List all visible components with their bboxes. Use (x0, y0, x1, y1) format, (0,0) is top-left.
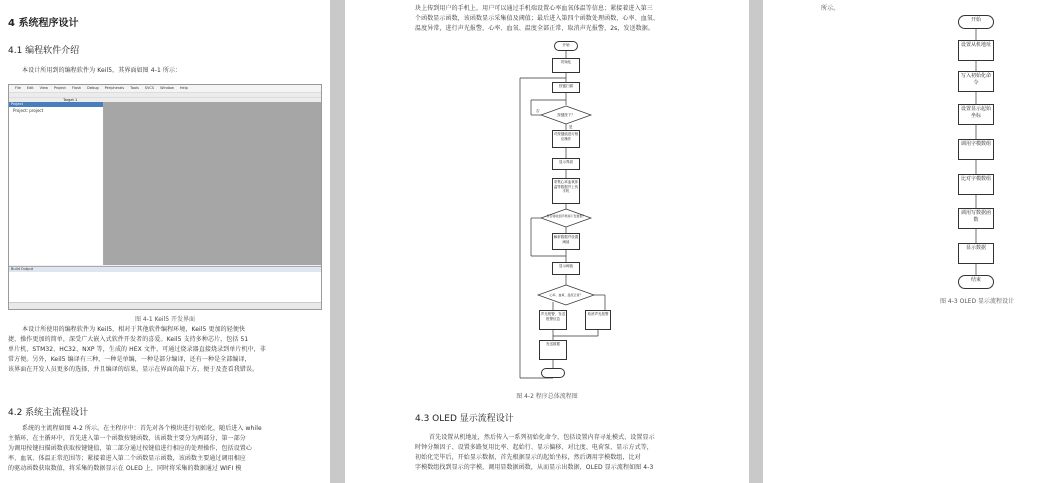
keil-description-paragraph (8, 325, 326, 375)
keil-menu-item[interactable]: Project (53, 86, 66, 90)
upload-line: 个函数显示函数，该函数显示采集值及阈值；最后进入第四个函数处理函数，心率、血氧、 (415, 15, 660, 22)
keil-menu-item[interactable]: Tools (130, 86, 139, 90)
main-flow-line: 率、血氧、体温正常范围等；紧接着进入第二个函数显示函数，该函数主要通过调用相应 (8, 455, 246, 462)
flow-init: 初始化 (552, 58, 580, 73)
keil-project-pane (9, 102, 104, 265)
subsection-title-4-1: 4.1 编程软件介绍 (8, 46, 80, 56)
keil-menu-item[interactable]: Debug (87, 86, 99, 90)
flow-start: 开始 (554, 41, 578, 51)
oled-flow-set-coord: 设置显示起始坐标 (958, 104, 994, 125)
oled-flow-write-init: 写入初始化命令 (958, 71, 994, 92)
oled-flow-set-slave: 设置从机地址 (958, 40, 994, 61)
flow-alarm: 声光报警，发送报警信息 (539, 310, 567, 330)
main-flow-line: 主循环，在主循环中，首先进入第一个函数按键函数，该函数主要分为两部分，第一部分 (8, 435, 246, 442)
flow-display: 显示界面 (552, 158, 580, 170)
keil-menu-item[interactable]: SVCS (144, 86, 155, 90)
oled-flow-end: 结束 (958, 275, 994, 289)
main-flow-paragraph (8, 424, 326, 474)
keil-menu-bar (9, 85, 321, 92)
subsection-title-4-3: 4.3 OLED 显示流程设计 (415, 414, 514, 424)
main-flow-line: 为调用按键扫描函数获取按键键值，第二部分通过按键值进行相应的处理操作，包括设置心 (8, 445, 253, 452)
section-title: 4 系统程序设计 (8, 18, 79, 29)
keil-description-line: 常方便。另外，Keil5 编译有三种，一种是单编，一种是部分编译，还有一种是全部编译， (8, 356, 251, 363)
oled-flow-call-font: 调用字模数组 (958, 139, 994, 160)
keil-menu-item[interactable]: Help (179, 86, 188, 90)
keil5-screenshot (8, 84, 322, 310)
intro-text: 本设计所用到的编程软件为 Keil5，其界面如图 4-1 所示： (22, 67, 182, 74)
oled-flow-line: 时钟分频因子、设置多路复用比率、起始行、显示偏移、对比度、电荷泵、显示方式等， (415, 444, 653, 451)
flow-wifi-decision: 是否接收到手机端下发数据？ (546, 214, 586, 218)
oled-flow-line: 首先设置从机地址，然后传入一系列初始化命令，包括设置内存寻址模式、设置显示 (429, 434, 655, 441)
flow-key-process: 对按键值进行相应操作 (552, 130, 580, 148)
oled-flow-write-data: 调用写数据函数 (958, 208, 994, 229)
keil-status-bar (9, 302, 321, 309)
flow-display-threshold: 显示阈值 (552, 262, 580, 275)
oled-flow-display: 显示数据 (958, 243, 994, 264)
page3-top-text: 所示。 (821, 5, 840, 12)
keil-menu-item[interactable]: View (39, 86, 48, 90)
keil-menu-item[interactable]: Window (160, 86, 174, 90)
keil-editor-area (104, 102, 321, 265)
flow-end (541, 368, 565, 378)
keil-description-line: 该界面在开发人员更多的选择，并且编译的结果，显示在界面的最下方，便于及查看我错误。 (8, 366, 259, 373)
upload-line: 温度异常，进行声光报警，心率、血氧、温度全部正常，取消声光报警，2s，发送数据。 (415, 25, 654, 32)
oled-flow-line: 初始化完毕后，开始显示数据，首先根据显示的起始坐标，然后调用字模数组，比对 (415, 454, 641, 461)
keil-project-header: Project (9, 102, 103, 107)
keil-menu-item[interactable]: Flash (71, 86, 82, 90)
keil-description-line: 捷，操作更加的简单，深受广大嵌入式软件开发者的喜爱。Keil5 支持多种芯片，包括 51 (8, 336, 249, 343)
document-page-2 (345, 0, 749, 483)
upload-line: 块上传到用户的手机上，用户可以通过手机端设置心率血氧体温等信息；紧接着进入第三 (415, 5, 653, 12)
keil-menu-item[interactable]: File (15, 86, 21, 90)
flow-range-decision: 心率、血氧、温度正常？ (549, 293, 583, 297)
keil-description-line: 单片机、STM32、HC32、NXP 等，生成的 HEX 文件，可通过烧录器直接烧录到单片机中，非 (8, 346, 266, 353)
subsection-title-4-2: 4.2 系统主流程设计 (8, 408, 89, 418)
flow-yes-label: 是 (569, 125, 573, 129)
main-flow-line: 系统的主流程如图 4-2 所示。在主程序中：首先对各个模块进行初始化，随后进入 while (22, 425, 262, 432)
flow-key-decision: 按键按下？ (557, 113, 575, 117)
flow-cancel-alarm: 取消声光报警 (585, 310, 611, 330)
flow-send-data: 发送数据 (539, 340, 567, 360)
keil-build-output-header: Build Output (9, 267, 321, 272)
keil-menu-item[interactable]: Peripherals (104, 86, 125, 90)
flow-no-label: 否 (536, 109, 540, 113)
document-page-3 (763, 0, 1042, 483)
flow-parse: 解析数据并设置阈值 (552, 233, 580, 250)
keil-build-output (9, 266, 321, 303)
keil-menu-item[interactable]: Edit (26, 86, 34, 90)
flow-collect: 采集心率血氧体温等数据并上传手机 (552, 178, 580, 204)
document-page-1 (0, 0, 330, 483)
oled-flow-compare-font: 比对字模数组 (958, 174, 994, 195)
main-flow-line: 的驱动函数获取数值，将采集的数据显示在 OLED 上，同时将采集的数据通过 WIFI 模 (8, 465, 242, 472)
keil-target-label: Target 1 (63, 98, 78, 102)
figure-4-1-caption: 图 4-1 Keil5 开发界面 (134, 316, 195, 323)
keil-project-item: Project: project (13, 108, 44, 113)
oled-flow-line: 字模数组找到显示的字模，调用显数据函数，从而显示出数据，OLED 显示流程如图 4-3 (415, 464, 654, 471)
keil-description-line: 本设计所使用的编程软件为 Keil5，相对于其他软件编程环境，Keil5 更加的轻便快 (22, 326, 246, 333)
flow-key-scan: 按键扫描 (552, 82, 580, 93)
oled-flow-paragraph (415, 433, 745, 473)
figure-4-3-caption: 图 4-3 OLED 显示流程设计 (940, 298, 1014, 305)
figure-4-2-caption: 图 4-2 程序总体流程图 (516, 393, 578, 400)
oled-flowchart-lines (763, 0, 1042, 300)
oled-flow-start: 开始 (958, 15, 994, 29)
